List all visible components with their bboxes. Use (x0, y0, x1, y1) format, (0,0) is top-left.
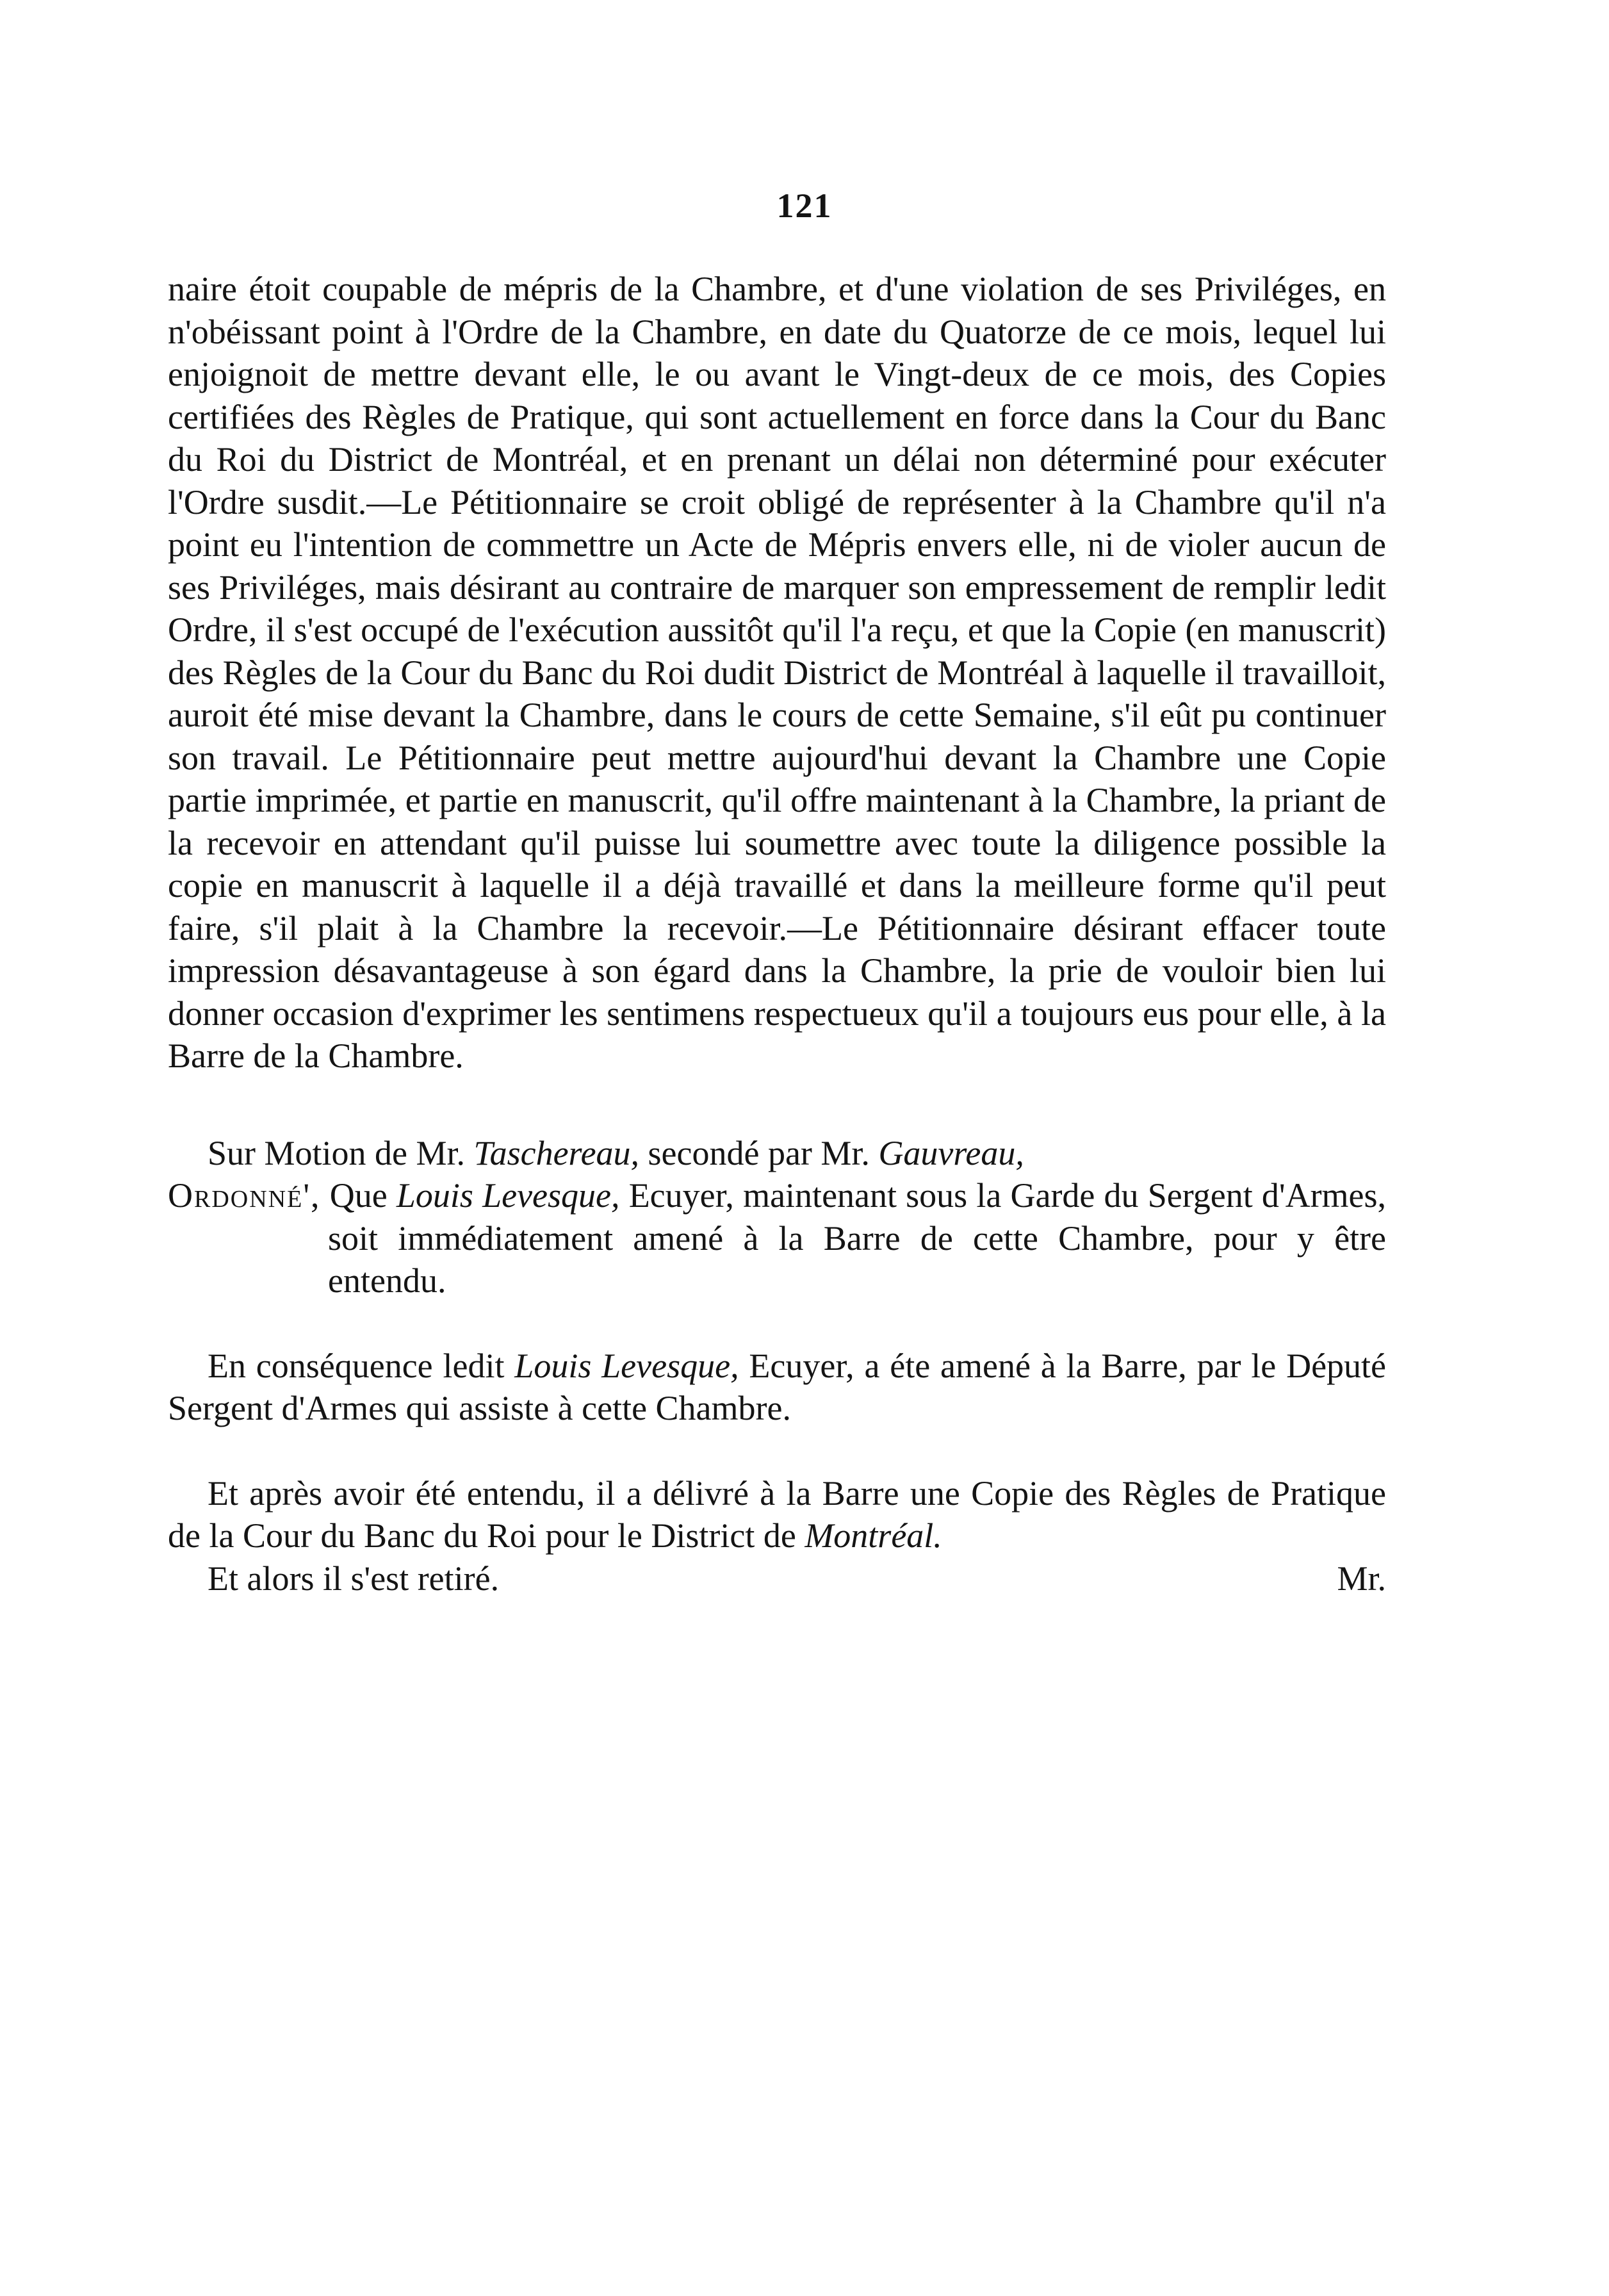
text-body (168, 268, 1386, 1600)
order-paragraph (168, 1174, 1386, 1302)
order-name: Louis Levesque, (396, 1176, 620, 1215)
main-paragraph: naire étoit coupable de mépris de la Chambre, et d'une violation de ses Priviléges, en n'obéissant point à l'Ordre de la Chambre, en date du Quatorze de ce mois, lequel lui enjoignoit de mettre devant elle, le ou avant le Vingt-deux de ce mois, des Copies certifiées des Règles de Pratique, qui sont actuellement en force dans la Cour du Banc du Roi du District de Montréal, et en prenant un délai non déterminé pour exécuter l'Ordre susdit.—Le Pétitionnaire se croit obligé de représenter à la Chambre qu'il n'a point eu l'intention de commettre un Acte de Mépris envers elle, ni de violer aucun de ses Priviléges, mais désirant au contraire de marquer son empressement de remplir ledit Ordre, il s'est occupé de l'exécution aussitôt qu'il l'a reçu, et que la Copie (en manuscrit) des Règles de la Cour du Banc du Roi dudit District de Montréal à laquelle il travailloit, auroit été mise devant la Chambre, dans le cours de cette Semaine, s'il eût pu continuer son travail. Le Pétitionnaire peut mettre aujourd'hui devant la Chambre une Copie partie imprimée, et partie en manuscrit, qu'il offre maintenant à la Chambre, la priant de la recevoir en attendant qu'il puisse lui soumettre avec toute la diligence possible la copie en manuscrit à laquelle il a déjà travaillé et dans la meilleure forme qu'il peut faire, s'il plait à la Chambre la recevoir.—Le Pétitionnaire désirant effacer toute impression désavantageuse à son égard dans la Chambre, la prie de vouloir bien lui donner occasion d'exprimer les sentimens respectueux qu'il a toujours eus pour elle, à la Barre de la Chambre. (168, 270, 1386, 1075)
closing-text: Et alors il s'est retiré. (208, 1559, 500, 1598)
catchword: Mr. (1337, 1559, 1386, 1598)
motion-seconder: Gauvreau, (878, 1133, 1024, 1172)
consequence-name: Louis Levesque, (514, 1346, 739, 1385)
order-before-name: Que (329, 1176, 388, 1215)
order-label: Ordonné', (168, 1176, 321, 1215)
heard-place: Montréal. (804, 1516, 942, 1555)
order-text: Ecuyer, maintenant sous la Garde du Sergent d'Armes, soit immédiatement amené à la Barre de cette Chambre, pour y être entendu. (328, 1176, 1387, 1300)
motion-mover: Taschereau, (473, 1133, 640, 1172)
consequence-paragraph (168, 1345, 1386, 1430)
closing-line (168, 1557, 1386, 1600)
motion-middle: secondé par Mr. (648, 1133, 870, 1172)
heard-paragraph (168, 1472, 1386, 1557)
page-number: 121 (776, 186, 833, 225)
consequence-text: Ecuyer, a éte amené à la Barre, par le Député Sergent d'Armes qui assiste à cette Chambre. (168, 1346, 1387, 1427)
consequence-before-name: En conséquence ledit (208, 1346, 505, 1385)
motion-paragraph (168, 1132, 1386, 1175)
heard-text: Et après avoir été entendu, il a délivré à la Barre une Copie des Règles de Pratique de la Cour du Banc du Roi pour le District de (168, 1473, 1386, 1555)
motion-prefix: Sur Motion de Mr. (208, 1133, 466, 1172)
